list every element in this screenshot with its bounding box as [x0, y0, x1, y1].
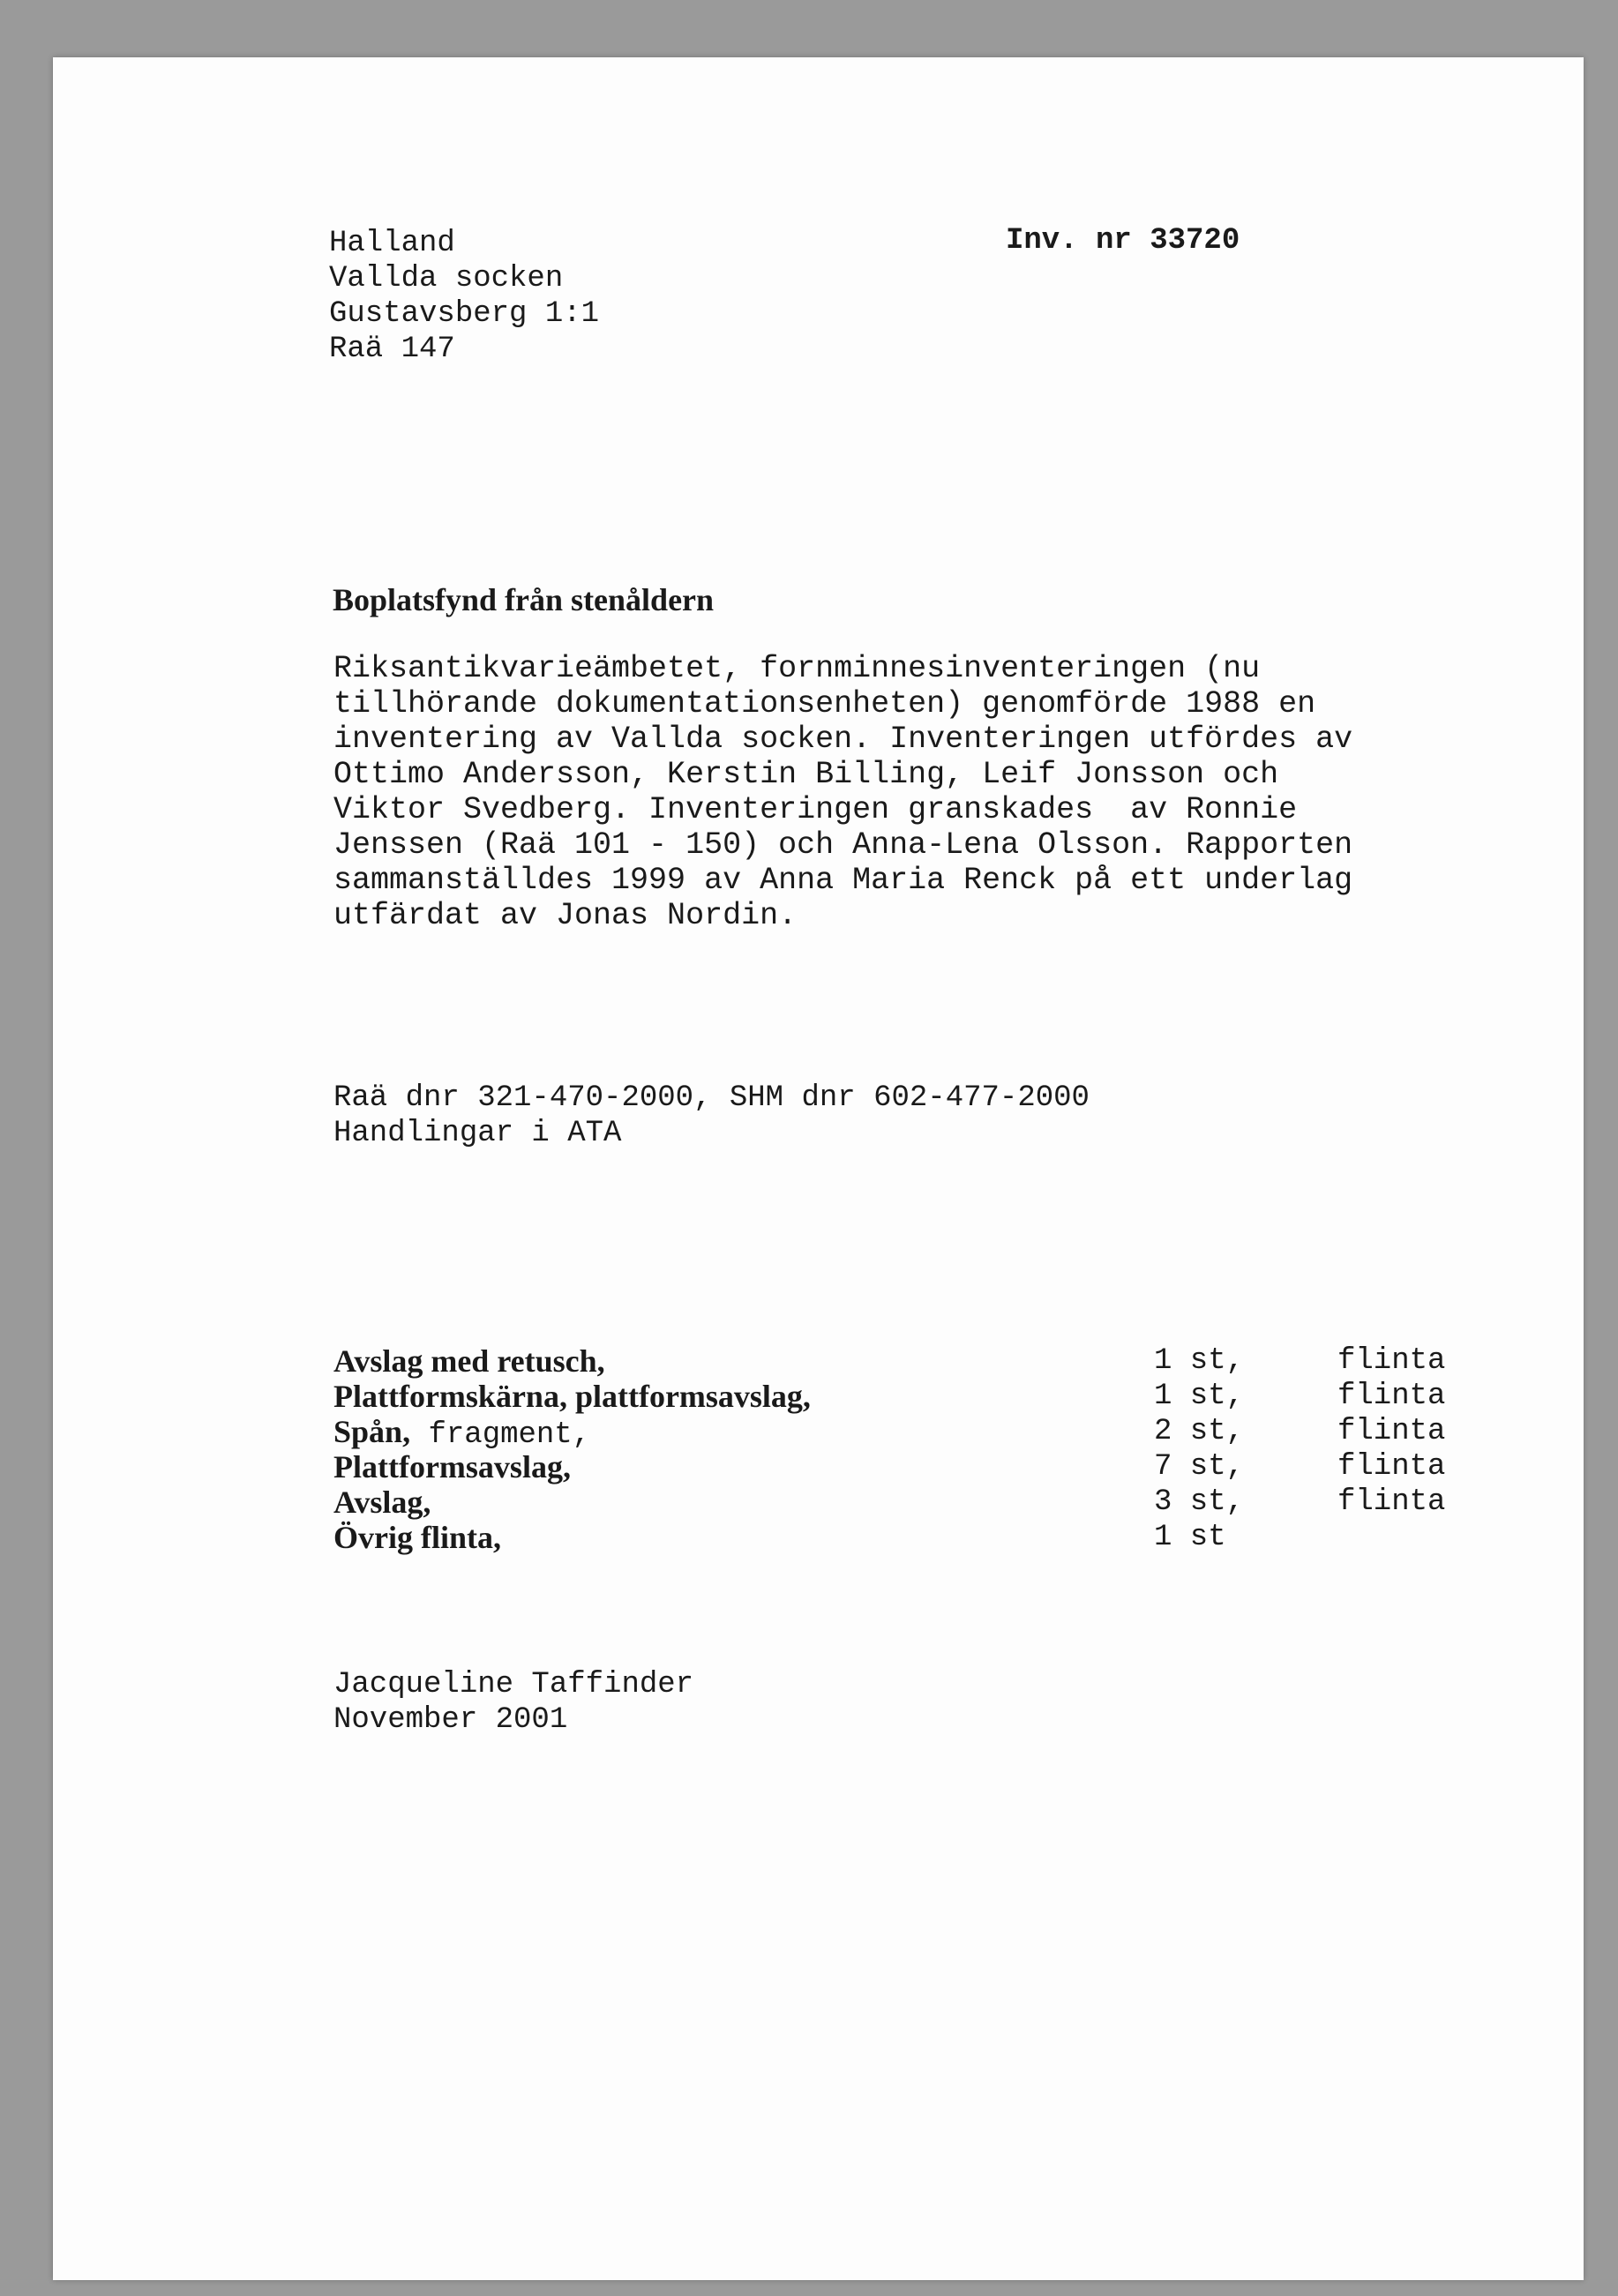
- finds-row: [333, 1379, 1446, 1414]
- find-material: flinta: [1337, 1415, 1446, 1448]
- find-material: flinta: [1337, 1485, 1446, 1519]
- find-detail: fragment,: [410, 1418, 591, 1452]
- body-line: sammanställdes 1999 av Anna Maria Renck på ett underlag: [333, 863, 1353, 898]
- find-quantity: 1 st,: [1154, 1344, 1245, 1378]
- find-quantity: 3 st,: [1154, 1485, 1245, 1519]
- body-line: inventering av Vallda socken. Inventeringen utfördes av: [333, 722, 1353, 757]
- find-name: Övrig flinta,: [333, 1520, 501, 1555]
- finds-row: [333, 1414, 1446, 1452]
- find-name: Avslag med retusch,: [333, 1343, 605, 1379]
- body-line: Jenssen (Raä 101 - 150) och Anna-Lena Olsson. Rapporten: [333, 827, 1353, 863]
- find-quantity: 7 st,: [1154, 1450, 1245, 1484]
- body-line: tillhörande dokumentationsenheten) genomförde 1988 en: [333, 686, 1316, 722]
- document-page: [53, 57, 1584, 2280]
- finds-row: [333, 1485, 1446, 1520]
- find-material: flinta: [1337, 1380, 1446, 1413]
- body-line: Ottimo Andersson, Kerstin Billing, Leif Jonsson och: [333, 757, 1279, 792]
- body-line: utfärdat av Jonas Nordin.: [333, 898, 798, 933]
- finds-row: [333, 1449, 1446, 1485]
- reference-dnr: Raä dnr 321-470-2000, SHM dnr 602-477-2000: [333, 1081, 1090, 1115]
- location-county: Halland: [329, 227, 455, 260]
- finds-row: [333, 1343, 1446, 1379]
- location-property: Gustavsberg 1:1: [329, 297, 600, 331]
- finds-list: [333, 1343, 1446, 1555]
- document-title: Boplatsfynd från stenåldern: [333, 582, 715, 617]
- body-paragraph: [333, 651, 1480, 933]
- find-name: Avslag,: [333, 1485, 431, 1520]
- find-material: flinta: [1337, 1450, 1446, 1484]
- find-name: Plattformskärna, plattformsavslag,: [333, 1379, 811, 1414]
- reference-archive: Handlingar i ATA: [333, 1117, 622, 1150]
- body-line: Riksantikvarieämbetet, fornminnesinventeringen (nu: [333, 651, 1261, 686]
- find-quantity: 1 st,: [1154, 1380, 1245, 1413]
- signature-date: November 2001: [333, 1703, 568, 1737]
- find-name: Plattformsavslag,: [333, 1449, 571, 1485]
- body-line: Viktor Svedberg. Inventeringen granskades av Ronnie: [333, 792, 1298, 827]
- location-parish: Vallda socken: [329, 262, 564, 295]
- finds-row: [333, 1520, 1226, 1555]
- signature-name: Jacqueline Taffinder: [333, 1668, 694, 1701]
- location-raa-number: Raä 147: [329, 333, 455, 366]
- find-quantity: 1 st: [1154, 1521, 1226, 1554]
- find-name: Spån,: [333, 1414, 411, 1449]
- inventory-number: Inv. nr 33720: [1006, 224, 1240, 258]
- find-quantity: 2 st,: [1154, 1415, 1245, 1448]
- find-material: flinta: [1337, 1344, 1446, 1378]
